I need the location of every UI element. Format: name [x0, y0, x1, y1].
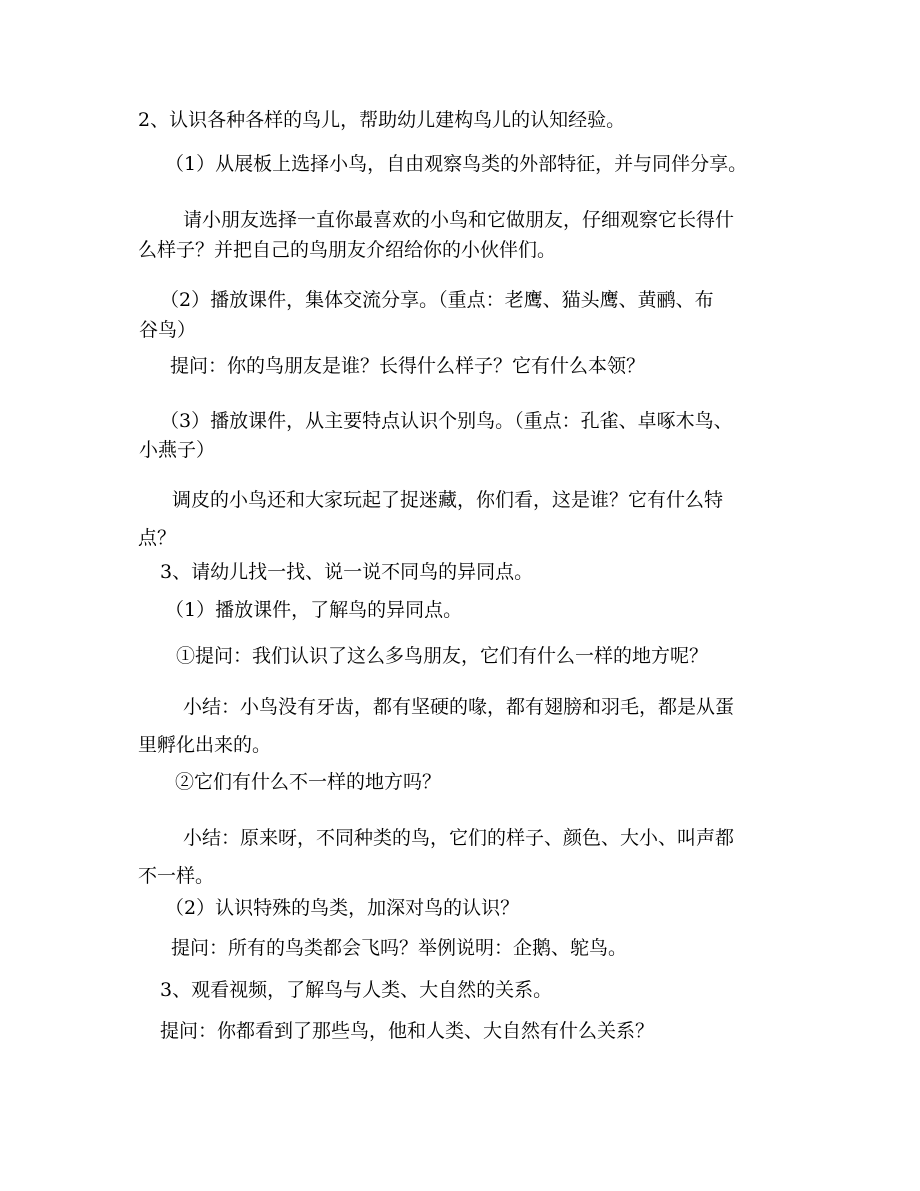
- summary-similar: [138, 688, 734, 764]
- text-line: 提问：你都看到了那些鸟，他和人类、大自然有什么关系？: [160, 1020, 655, 1042]
- text-line: （1）从展板上选择小鸟，自由观察鸟类的外部特征，并与同伴分享。: [165, 153, 748, 175]
- question-similar: [176, 647, 708, 666]
- text-line: （1）播放课件，了解鸟的异同点。: [165, 599, 463, 621]
- text-line: 谷鸟）: [139, 319, 197, 341]
- question-paragraph: [170, 357, 645, 376]
- text-line: （3）播放课件，从主要特点认识个别鸟。（重点：孔雀、卓啄木鸟、: [160, 410, 733, 432]
- question-relationship: [160, 1022, 654, 1041]
- section-heading-2: [138, 111, 625, 130]
- summary-different: [138, 819, 734, 895]
- text-line: 调皮的小鸟还和大家玩起了捉迷藏，你们看，这是谁？它有什么特: [172, 489, 724, 511]
- question-fly: [171, 939, 627, 958]
- text-line: （2）播放课件，集体交流分享。（重点：老鹰、猫头鹰、黄鹂、布: [160, 289, 714, 311]
- section-heading-video: [160, 981, 552, 1000]
- step-1-similarities: [165, 601, 462, 620]
- text-line: 小燕子）: [139, 439, 216, 461]
- instruction-paragraph: [138, 205, 734, 265]
- text-line: 点？: [138, 527, 177, 549]
- step-1-observe: [165, 155, 747, 174]
- text-line: 请小朋友选择一直你最喜欢的小鸟和它做朋友，仔细观察它长得什: [183, 209, 735, 231]
- step-3-courseware: [139, 407, 733, 465]
- text-line: 3、观看视频，了解鸟与人类、大自然的关系。: [160, 979, 553, 1001]
- text-line: 2、认识各种各样的鸟儿，帮助幼儿建构鸟儿的认知经验。: [138, 109, 626, 131]
- text-line: 小结：原来呀，不同种类的鸟，它们的样子、颜色、大小、叫声都: [183, 827, 735, 849]
- step-2-special-birds: [165, 899, 519, 918]
- text-line: 里孵化出来的。: [138, 734, 272, 756]
- section-heading-3: [160, 563, 533, 582]
- text-line: （2）认识特殊的鸟类，加深对鸟的认识？: [165, 897, 520, 919]
- text-line: 3、请幼儿找一找、说一说不同鸟的异同点。: [160, 561, 534, 583]
- text-line: 么样子？并把自己的鸟朋友介绍给你的小伙伴们。: [138, 239, 557, 261]
- text-line: ②它们有什么不一样的地方吗？: [175, 771, 442, 793]
- text-line: 提问：你的鸟朋友是谁？长得什么样子？它有什么本领？: [170, 355, 646, 377]
- text-line: 提问：所有的鸟类都会飞吗？举例说明：企鹅、鸵鸟。: [171, 937, 628, 959]
- question-different: [175, 773, 441, 792]
- text-line: 小结：小鸟没有牙齿，都有坚硬的喙，都有翅膀和羽毛，都是从蛋: [183, 696, 735, 718]
- hide-and-seek-paragraph: [138, 481, 724, 557]
- step-2-courseware: [139, 285, 714, 345]
- text-line: ①提问：我们认识了这么多鸟朋友，它们有什么一样的地方呢？: [176, 645, 709, 667]
- text-line: 不一样。: [138, 865, 215, 887]
